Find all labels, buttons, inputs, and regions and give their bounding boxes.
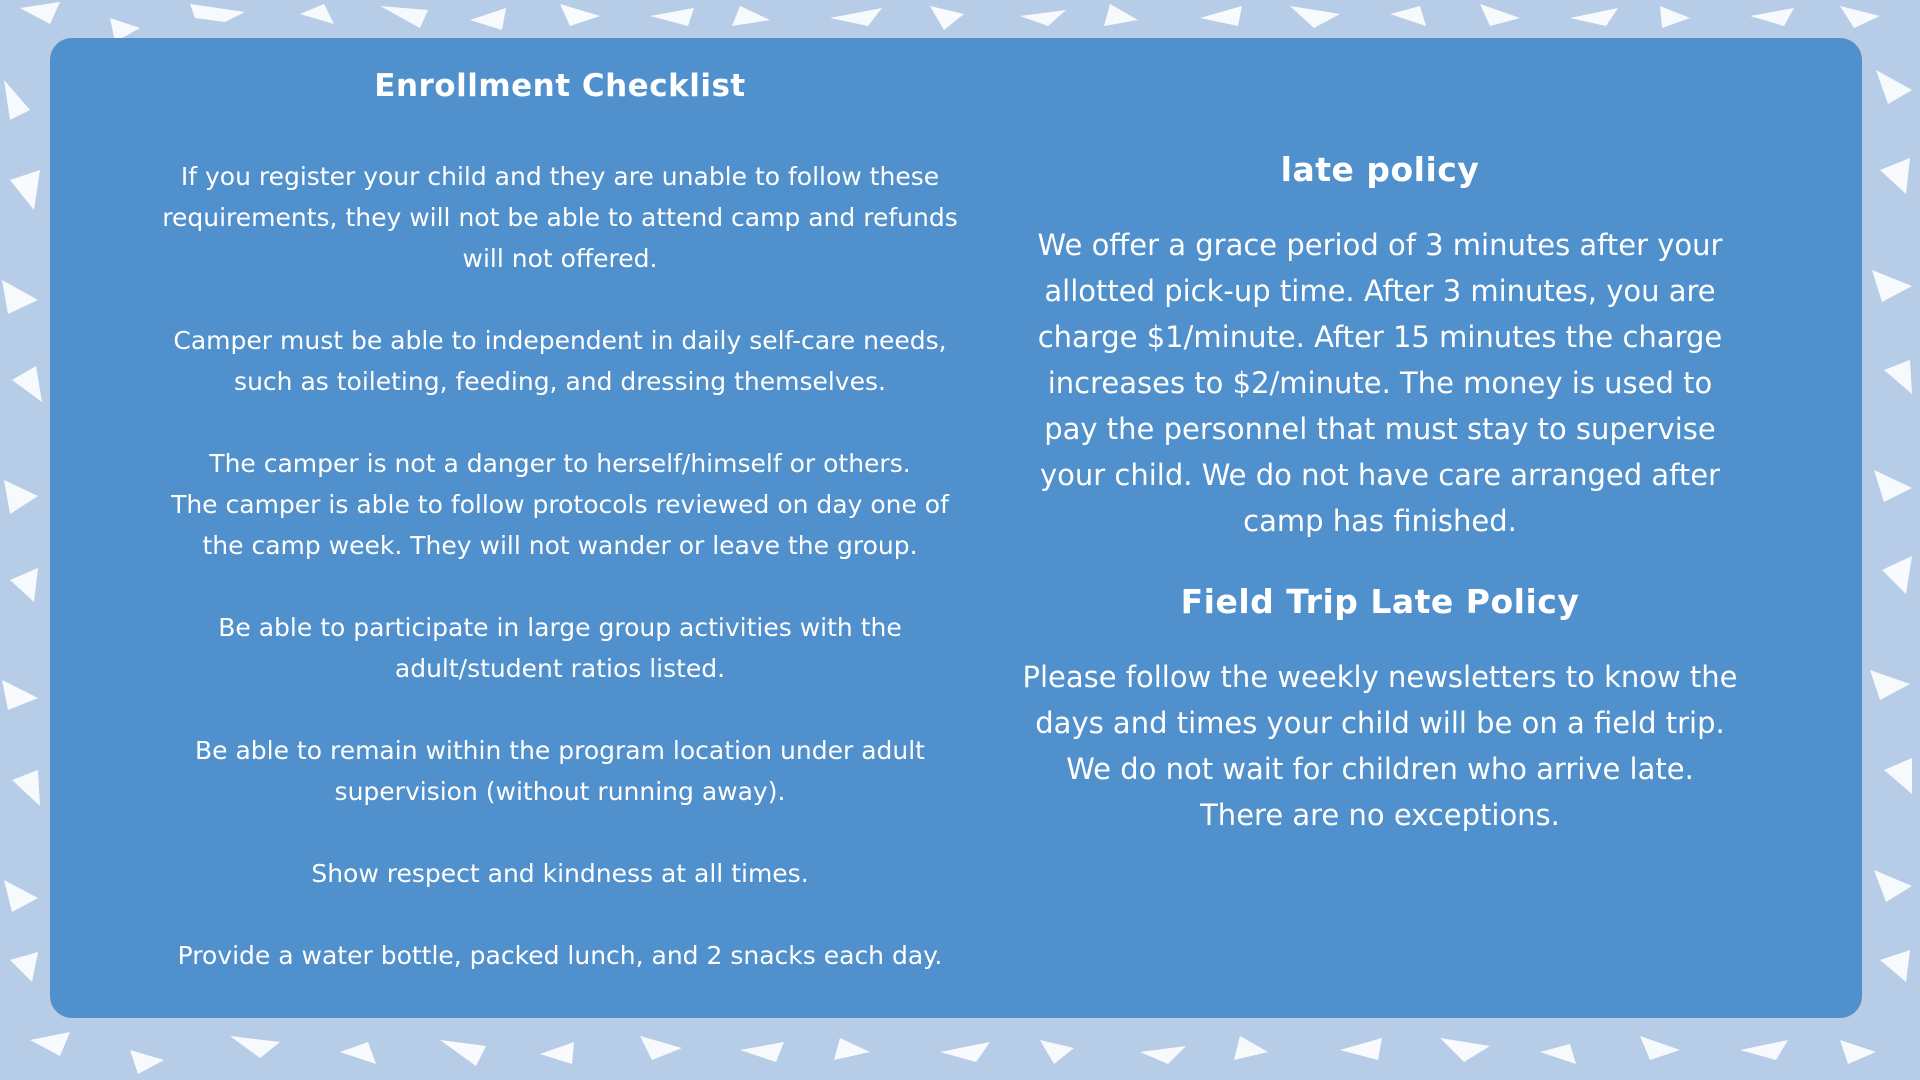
supplies-requirement: [110, 935, 1010, 976]
field-trip-policy-heading: Field Trip Late Policy: [1180, 582, 1580, 621]
self-care-requirement: [110, 320, 1010, 402]
field-trip-policy-body: [970, 654, 1790, 838]
requirement-line: Camper must be able to independent in daily self-care needs,: [173, 326, 947, 355]
policy-line: Please follow the weekly newsletters to know the: [1022, 660, 1738, 694]
policy-line: days and times your child will be on a field trip.: [1035, 706, 1725, 740]
intro-line: If you register your child and they are unable to follow these: [180, 162, 940, 191]
intro-line: requirements, they will not be able to attend camp and refunds: [162, 203, 958, 232]
policy-line: pay the personnel that must stay to supervise: [1044, 412, 1716, 446]
content-card: [50, 38, 1862, 1018]
group-activity-requirement: [110, 607, 1010, 689]
requirement-line: Show respect and kindness at all times.: [311, 859, 809, 888]
requirement-line: The camper is not a danger to herself/himself or others.: [209, 449, 911, 478]
requirement-line: The camper is able to follow protocols reviewed on day one of: [171, 490, 949, 519]
late-policy-heading: late policy: [1280, 150, 1480, 189]
late-policy-body: [970, 222, 1790, 544]
requirement-line: such as toileting, feeding, and dressing themselves.: [234, 367, 886, 396]
policy-line: your child. We do not have care arranged after: [1040, 458, 1720, 492]
requirement-line: adult/student ratios listed.: [394, 654, 726, 683]
policy-line: We do not wait for children who arrive late.: [1066, 752, 1694, 786]
policies-section: [970, 148, 1790, 874]
policy-line: charge $1/minute. After 15 minutes the charge: [1037, 320, 1723, 354]
respect-requirement: [110, 853, 1010, 894]
intro-line: will not offered.: [462, 244, 658, 273]
policy-line: There are no exceptions.: [1200, 798, 1560, 832]
safety-requirement: [110, 443, 1010, 566]
policy-line: allotted pick-up time. After 3 minutes, you are: [1044, 274, 1716, 308]
intro-paragraph: [110, 156, 1010, 279]
requirement-line: Be able to remain within the program location under adult: [194, 736, 925, 765]
requirement-line: supervision (without running away).: [334, 777, 786, 806]
requirement-line: Provide a water bottle, packed lunch, and 2 snacks each day.: [177, 941, 943, 970]
enrollment-checklist-heading: Enrollment Checklist: [374, 68, 746, 104]
requirement-line: the camp week. They will not wander or leave the group.: [202, 531, 918, 560]
policy-line: camp has finished.: [1243, 504, 1517, 538]
requirement-line: Be able to participate in large group activities with the: [218, 613, 902, 642]
policy-line: increases to $2/minute. The money is used to: [1047, 366, 1713, 400]
policy-line: We offer a grace period of 3 minutes after your: [1037, 228, 1723, 262]
enrollment-checklist-section: [110, 66, 1010, 976]
location-requirement: [110, 730, 1010, 812]
